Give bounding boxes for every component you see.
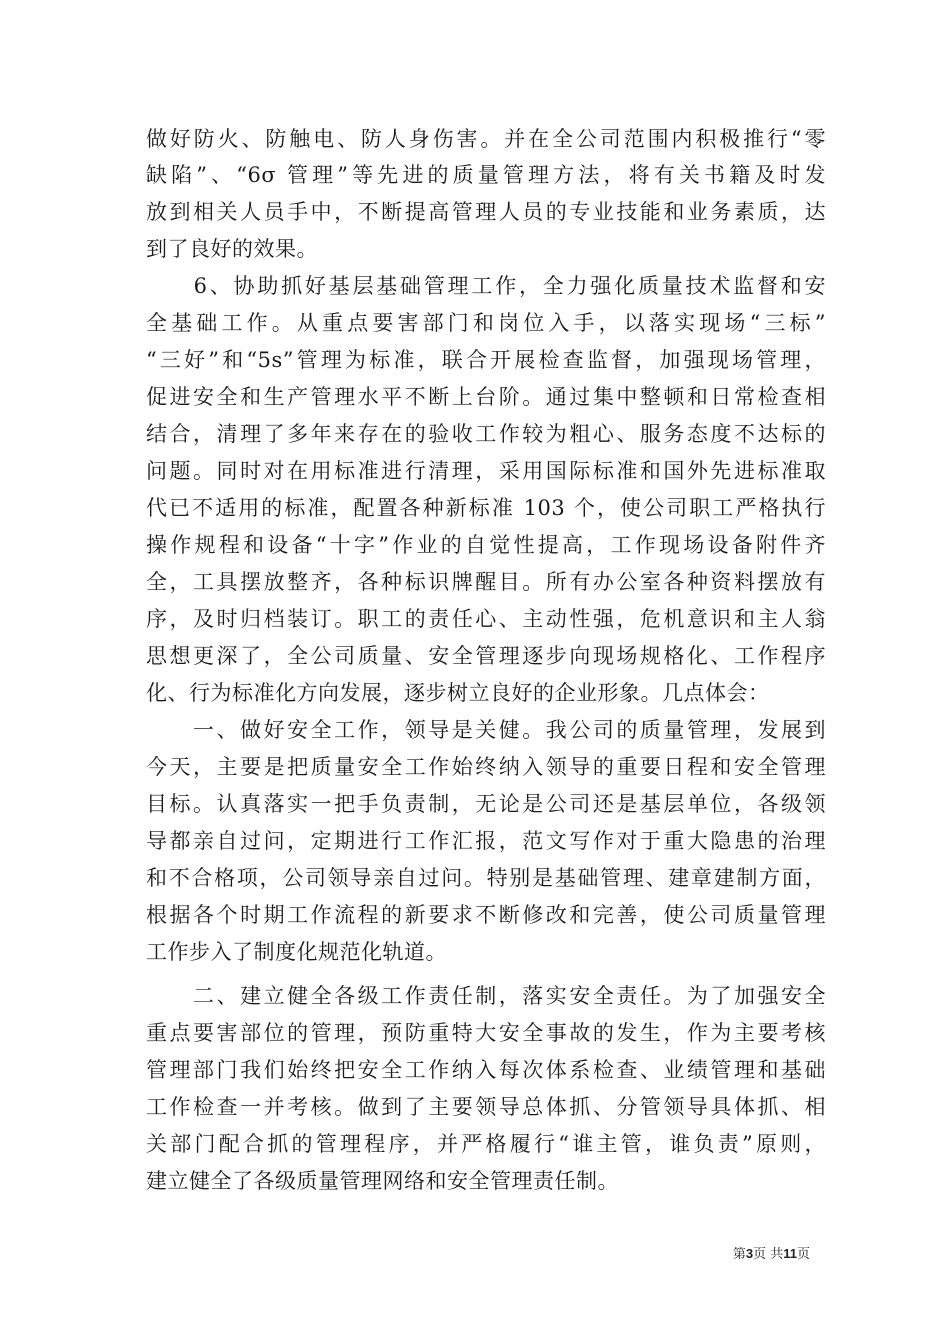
text-line: 操作规程和设备“十字”作业的自觉性提高，工作现场设备附件齐 [146,533,826,557]
page-number-footer [690,1245,810,1264]
text-line: 重点要害部位的管理，预防重特大安全事故的发生，作为主要考核 [146,1021,826,1045]
text-line: 促进安全和生产管理水平不断上台阶。通过集中整顿和日常检查相 [146,385,826,409]
text-line: 化、行为标准化方向发展，逐步树立良好的企业形象。几点体会： [146,681,770,705]
text-line: 工作步入了制度化规范化轨道。 [146,940,447,964]
text-line: 今天，主要是把质量安全工作始终纳入领导的重要日程和安全管理 [146,755,826,779]
text-line: 序，及时归档装订。职工的责任心、主动性强，危机意识和主人翁 [146,607,826,631]
footer-prefix: 第 [732,1247,746,1262]
footer-middle: 页 共 [753,1247,784,1262]
text-line: 关部门配合抓的管理程序，并严格履行“谁主管，谁负责”原则， [146,1132,826,1156]
text-line: 代已不适用的标准，配置各种新标准 103 个，使公司职工严格执行 [146,496,826,520]
text-line: 6、协助抓好基层基础管理工作，全力强化质量技术监督和安 [146,274,826,298]
text-line: 管理部门我们始终把安全工作纳入每次体系检查、业绩管理和基础 [146,1058,826,1082]
text-line: 放到相关人员手中，不断提高管理人员的专业技能和业务素质，达 [146,200,826,224]
footer-total-pages: 11 [783,1246,797,1261]
text-line: 到了良好的效果。 [146,237,318,261]
footer-page-number: 3 [745,1246,754,1261]
text-line: 思想更深了，全公司质量、安全管理逐步向现场规格化、工作程序 [146,644,826,668]
text-line: 全基础工作。从重点要害部门和岗位入手，以落实现场“三标” [146,311,826,335]
text-line: 导都亲自过问，定期进行工作汇报，范文写作对于重大隐患的治理 [146,829,826,853]
text-line: 目标。认真落实一把手负责制，无论是公司还是基层单位，各级领 [146,792,826,816]
text-line: 和不合格项，公司领导亲自过问。特别是基础管理、建章建制方面， [146,866,826,890]
text-line: 结合，清理了多年来存在的验收工作较为粗心、服务态度不达标的 [146,422,826,446]
footer-suffix: 页 [796,1247,810,1262]
text-line: 建立健全了各级质量管理网络和安全管理责任制。 [146,1169,619,1193]
text-line: 问题。同时对在用标准进行清理，采用国际标准和国外先进标准取 [146,459,826,483]
text-line: 一、做好安全工作，领导是关健。我公司的质量管理，发展到 [146,718,826,742]
text-line: “三好”和“5s”管理为标准，联合开展检查监督，加强现场管理， [146,348,826,372]
text-line: 做好防火、防触电、防人身伤害。并在全公司范围内积极推行“零 [146,127,826,151]
text-line: 工作检查一并考核。做到了主要领导总体抓、分管领导具体抓、相 [146,1095,826,1119]
text-line: 全，工具摆放整齐，各种标识牌醒目。所有办公室各种资料摆放有 [146,570,826,594]
text-line: 二、建立健全各级工作责任制，落实安全责任。为了加强安全 [146,984,826,1008]
text-line: 缺陷”、“6σ 管理”等先进的质量管理方法，将有关书籍及时发 [146,163,826,187]
text-line: 根据各个时期工作流程的新要求不断修改和完善，使公司质量管理 [146,903,826,927]
